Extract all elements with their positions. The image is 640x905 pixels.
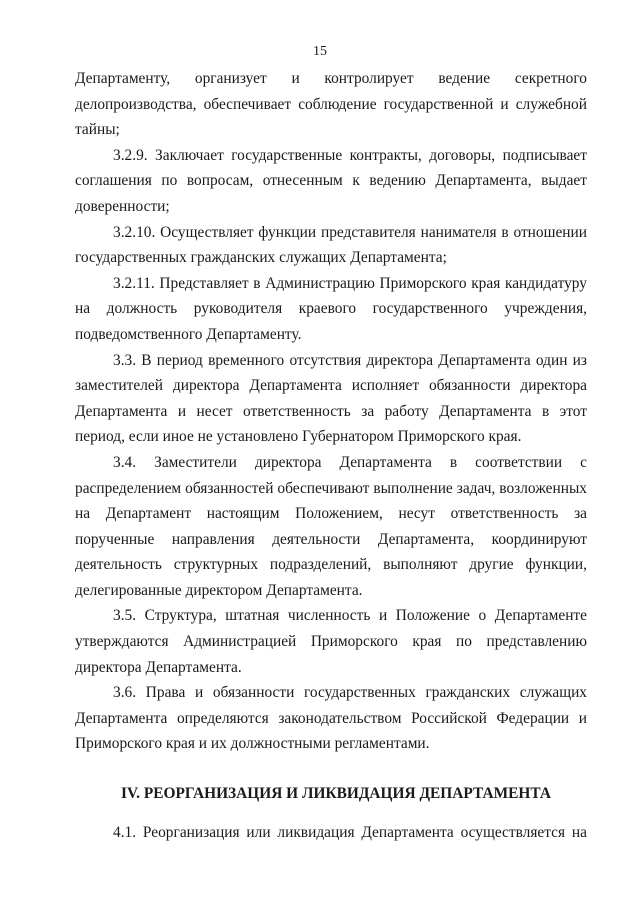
page-number: 15 <box>313 44 327 59</box>
paragraph-3-3: 3.3. В период временного отсутствия директора Департамента один из заместителей директора Департамента исполняет обязанности директора Департамента и несет ответственность за работу Департамента в этот период, если иное не установлено Губернатором Приморского края. <box>75 351 587 446</box>
paragraph-continuation: Департаменту, организует и контролирует ведение секретного делопроизводства, обеспечивает соблюдение государственной и служебной тайны; <box>75 70 587 139</box>
paragraph-3-4: 3.4. Заместители директора Департамента в соответствии с распределением обязанностей обеспечивают выполнение задач, возложенных на Департамент настоящим Положением, несут ответственность за порученные направления деятельности Департамента, координируют деятельность структурных подразделений, выполняют другие функции, делегированные директором Департамента. <box>75 453 587 599</box>
paragraph-3-5: 3.5. Структура, штатная численность и Положение о Департаменте утверждаются Администрацией Приморского края по представлению директора Департамента. <box>75 607 587 676</box>
paragraph-3-6: 3.6. Права и обязанности государственных гражданских служащих Департамента определяются законодательством Российской Федерации и Приморского края и их должностными регламентами. <box>75 684 587 753</box>
paragraph-3-2-10: 3.2.10. Осуществляет функции представителя нанимателя в отношении государственных гражданских служащих Департамента; <box>75 223 587 267</box>
section-heading: IV. РЕОРГАНИЗАЦИЯ И ЛИКВИДАЦИЯ ДЕПАРТАМЕНТА <box>121 785 551 803</box>
document-body <box>75 66 587 845</box>
paragraph-4-1: 4.1. Реорганизация или ликвидация Департамента осуществляется на <box>113 823 587 841</box>
paragraph-3-2-9: 3.2.9. Заключает государственные контракты, договоры, подписывает соглашения по вопросам, отнесенным к ведению Департамента, выдает доверенности; <box>75 146 587 215</box>
paragraph-3-2-11: 3.2.11. Представляет в Администрацию Приморского края кандидатуру на должность руководителя краевого государственного учреждения, подведомственного Департаменту. <box>75 274 587 343</box>
